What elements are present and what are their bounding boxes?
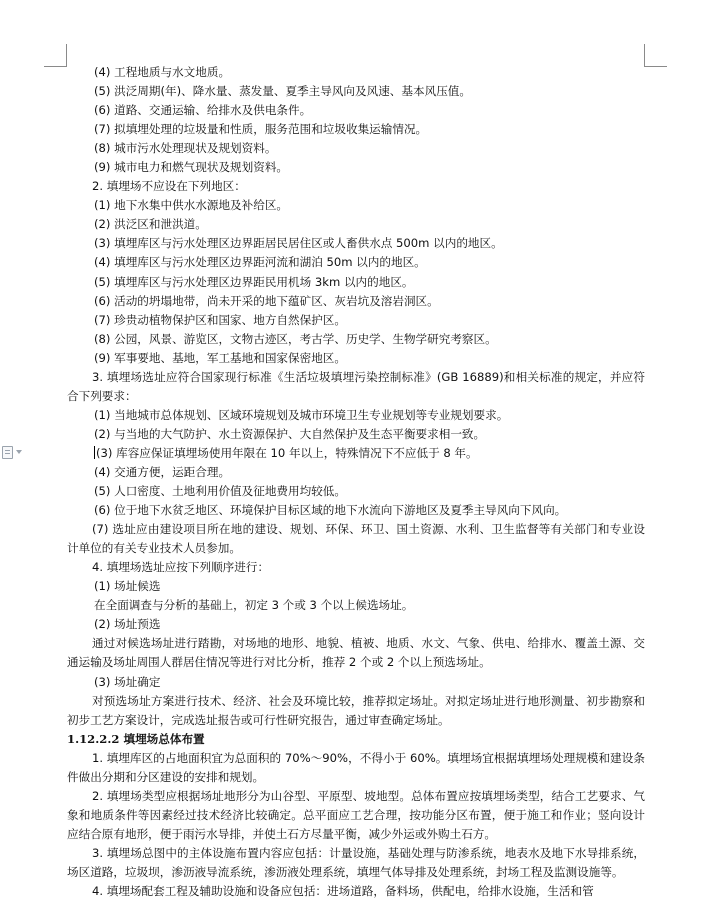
- paragraph: 1. 填埋库区的占地面积宜为总面积的 70%～90%，不得小于 60%。填埋场宜根据填埋场处理规模和建设条件做出分期和分区建设的安排和规划。: [67, 750, 645, 784]
- list-item: (3) 填埋库区与污水处理区边界距居民居住区或人畜供水点 500m 以内的地区。: [94, 236, 503, 251]
- paragraph: 在全面调查与分析的基础上，初定 3 个或 3 个以上候选场址。: [94, 598, 414, 613]
- section-item: 4. 填埋场选址应按下列顺序进行：: [92, 560, 270, 575]
- paragraph: 4. 填埋场配套工程及辅助设施和设备应包括：进场道路，备料场，供配电，给排水设施，生活和管: [92, 884, 594, 899]
- list-item: (3) 场址确定: [94, 674, 161, 689]
- list-item: (5) 洪泛周期(年)、降水量、蒸发量、夏季主导风向及风速、基本风压值。: [94, 84, 471, 99]
- list-item: (2) 场址预选: [94, 617, 161, 632]
- document-body[interactable]: [67, 63, 645, 901]
- text-cursor: [94, 446, 95, 459]
- list-item: (4) 工程地质与水文地质。: [94, 65, 231, 79]
- list-item-with-cursor: [67, 444, 645, 463]
- list-item: (6) 位于地下水贫乏地区、环境保护目标区域的地下水流向下游地区及夏季主导风向下风向。: [94, 503, 567, 518]
- paragraph: (7) 选址应由建设项目所在地的建设、规划、环保、环卫、国土资源、水利、卫生监督等有关部门和专业设计单位的有关专业技术人员参加。: [67, 522, 645, 556]
- list-item: (2) 与当地的大气防护、水土资源保护、大自然保护及生态平衡要求相一致。: [94, 426, 486, 441]
- paragraph: 对预选场址方案进行技术、经济、社会及环境比较，推荐拟定场址。对拟定场址进行地形测量、初步勘察和初步工艺方案设计，完成选址报告或可行性研究报告，通过审查确定场址。: [67, 693, 645, 727]
- list-item: (5) 填埋库区与污水处理区边界距民用机场 3km 以内的地区。: [94, 274, 414, 289]
- paragraph: 2. 填埋场类型应根据场址地形分为山谷型、平原型、坡地型。总体布置应按填埋场类型，结合工艺要求、气象和地质条件等因素经过技术经济比较确定。总平面应工艺合理，按功能分区布置，便于施工和作业；竖向设计应结合原有地形，便于雨污水导排，并使土石方尽量平衡，减少外运或外购土石方。: [67, 788, 645, 841]
- list-item: (8) 城市污水处理现状及规划资料。: [94, 141, 277, 156]
- list-item-text: (3) 库容应保证填埋场使用年限在 10 年以上，特殊情况下不应低于 8 年。: [96, 445, 478, 460]
- list-item: (6) 活动的坍塌地带，尚未开采的地下蕴矿区、灰岩坑及溶岩洞区。: [94, 293, 439, 308]
- section-heading: 1.12.2.2 填埋场总体布置: [67, 731, 205, 746]
- list-item: (4) 交通方便，运距合理。: [94, 464, 231, 479]
- page-corner-mark-top-right: [644, 44, 667, 67]
- list-item: (7) 拟填埋处理的垃圾量和性质，服务范围和垃圾收集运输情况。: [94, 122, 428, 137]
- list-item: (9) 军事要地、基地，军工基地和国家保密地区。: [94, 350, 346, 365]
- paragraph-options-button[interactable]: [2, 444, 34, 460]
- list-item: (1) 场址候选: [94, 579, 161, 594]
- chevron-down-icon: [16, 450, 22, 454]
- page-corner-mark-top-left: [44, 44, 67, 67]
- list-item: (8) 公园，风景、游览区，文物古迹区，考古学、历史学、生物学研究考察区。: [94, 331, 497, 346]
- paragraph: 3. 填埋场选址应符合国家现行标准《生活垃圾填埋污染控制标准》(GB 16889)和相关标准的规定，并应符合下列要求：: [67, 369, 645, 403]
- paragraph: 3. 填埋场总图中的主体设施布置内容应包括：计量设施，基础处理与防渗系统，地表水及地下水导排系统，场区道路，垃圾坝，渗沥液导流系统，渗沥液处理系统，填埋气体导排及处理系统，封场工程及监测设施等。: [67, 845, 645, 879]
- list-item: (7) 珍贵动植物保护区和国家、地方自然保护区。: [94, 312, 346, 327]
- list-item: (1) 当地城市总体规划、区域环境规划及城市环境卫生专业规划等专业规划要求。: [94, 407, 509, 422]
- list-item: (1) 地下水集中供水水源地及补给区。: [94, 198, 289, 213]
- list-item: (9) 城市电力和燃气现状及规划资料。: [94, 160, 289, 175]
- paragraph: 通过对候选场址进行踏勘，对场地的地形、地貌、植被、地质、水文、气象、供电、给排水、覆盖土源、交通运输及场址周围人群居住情况等进行对比分析，推荐 2 个或 2 个以上预选场址。: [67, 636, 645, 670]
- section-item: 2. 填埋场不应设在下列地区：: [92, 179, 246, 194]
- document-icon: [2, 446, 13, 459]
- list-item: (2) 洪泛区和泄洪道。: [94, 217, 207, 232]
- list-item: (6) 道路、交通运输、给排水及供电条件。: [94, 103, 312, 118]
- list-item: (4) 填埋库区与污水处理区边界距河流和湖泊 50m 以内的地区。: [94, 255, 426, 270]
- list-item: (5) 人口密度、土地利用价值及征地费用均较低。: [94, 484, 346, 499]
